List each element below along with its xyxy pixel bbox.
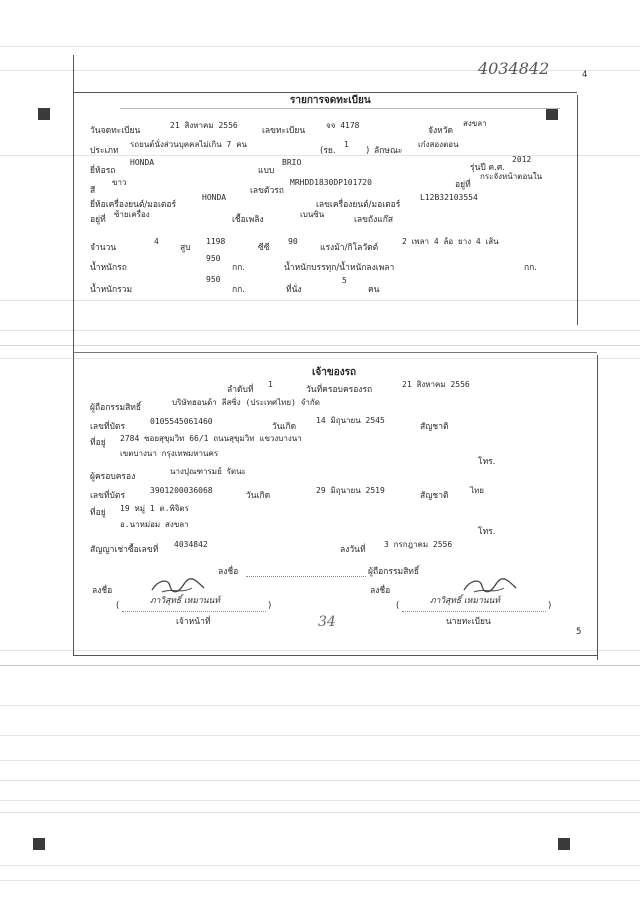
engine-loc-label: อยู่ที่ — [90, 215, 106, 225]
reg-date-label: วันจดทะเบียน — [90, 126, 141, 136]
right-paren-close: ) — [548, 601, 552, 611]
total-weight-unit: กก. — [232, 285, 245, 295]
holder-address-label: ที่อยู่ — [90, 508, 106, 518]
holder-tel-label: โทร. — [478, 527, 496, 537]
sign-line — [246, 576, 366, 577]
left-signature — [148, 576, 208, 598]
weight-unit: กก. — [232, 263, 245, 273]
owner-birth: 14 มิถุนายน 2545 — [316, 416, 385, 425]
seats-label: ที่นั่ง — [286, 285, 302, 295]
holder-nationality-label: สัญชาติ — [420, 491, 449, 501]
fuel-label: เชื้อเพลิง — [232, 215, 264, 225]
holder-address-line2: อ.นาหม่อม สงขลา — [120, 520, 189, 529]
handwritten-id: 4034842 — [478, 59, 550, 78]
engine-no-label: เลขเครื่องยนต์/มอเตอร์ — [316, 200, 401, 210]
province-value: สงขลา — [463, 119, 487, 128]
color-label: สี — [90, 186, 96, 196]
cylinders-unit: สูบ — [180, 243, 191, 253]
owner-address-line1: 2784 ซอยสุขุมวิท 66/1 ถนนสุขุมวิท แขวงบางนา — [120, 434, 302, 443]
load-label: น้ำหนักบรรทุก/น้ำหนักลงเพลา — [284, 263, 395, 273]
sign-label: ลงชื่อ — [218, 567, 239, 577]
engine-loc-value: ซ้ายเครื่อง — [114, 210, 150, 219]
owner-id: 0105545061460 — [150, 417, 213, 426]
left-sign-label: ลงชื่อ — [92, 586, 113, 596]
possess-date-value: 21 สิงหาคม 2556 — [402, 380, 470, 389]
gas-tank-label: เลขถังแก๊ส — [354, 215, 394, 225]
cc-value: 1198 — [206, 237, 226, 246]
type-code-open: (รย. — [320, 146, 336, 156]
right-name-line — [402, 611, 546, 612]
holder-name: นางปุณฑารมย์ รัตนะ — [170, 467, 246, 476]
brand-value: HONDA — [130, 158, 155, 167]
reg-no-value: จจ 4178 — [326, 121, 360, 130]
right-signature — [460, 576, 520, 598]
model-label: แบบ — [258, 166, 275, 176]
vin-loc-value: กระจังหน้าตอนใน — [480, 172, 543, 181]
holder-id-label: เลขที่บัตร — [90, 491, 126, 501]
owner-address-line2: เขตบางนา กรุงเทพมหานคร — [120, 449, 219, 458]
right-paren-open: ( — [396, 601, 400, 611]
type-code-value: 1 — [344, 140, 349, 149]
owner-address-label: ที่อยู่ — [90, 438, 106, 448]
page-number-top: 4 — [582, 70, 588, 80]
form-left-border — [73, 55, 74, 655]
power-value: 90 — [288, 237, 298, 246]
handwritten-page: 34 — [318, 614, 336, 630]
owner-id-label: เลขที่บัตร — [90, 422, 126, 432]
form-right-border-lower — [597, 355, 598, 660]
weight-value: 950 — [206, 254, 221, 263]
province-label: จังหวัด — [428, 126, 454, 136]
registration-mark — [546, 108, 558, 120]
left-paren-close: ) — [268, 601, 272, 611]
holder-label: ผู้ครอบครอง — [90, 472, 136, 482]
holder-birth-label: วันเกิด — [246, 491, 271, 501]
fuel-value: เบนซิน — [300, 210, 325, 219]
vin-label: เลขตัวรถ — [250, 186, 284, 196]
total-weight-value: 950 — [206, 275, 221, 284]
holder-birth: 29 มิถุนายน 2519 — [316, 486, 385, 495]
reg-no-label: เลขทะเบียน — [262, 126, 306, 136]
type-value: รถยนต์นั่งส่วนบุคคลไม่เกิน 7 คน — [130, 140, 248, 149]
cylinders-value: 4 — [154, 237, 159, 246]
style-value: เก๋งสองตอน — [418, 140, 459, 149]
engine-brand-label: ยี่ห้อเครื่องยนต์/มอเตอร์ — [90, 200, 177, 210]
sign-owner-label: ผู้ถือกรรมสิทธิ์ — [368, 567, 420, 577]
brand-label: ยี่ห้อรถ — [90, 166, 116, 176]
power-label: แรงม้า/กิโลวัตต์ — [320, 243, 379, 253]
left-name-line — [122, 611, 266, 612]
type-code-close: ) — [366, 146, 370, 156]
vin-loc-label: อยู่ที่ — [455, 180, 471, 190]
registration-mark — [38, 108, 50, 120]
holder-address-line1: 19 หมู่ 1 ต.พิจิตร — [120, 504, 189, 513]
seq-value: 1 — [268, 380, 273, 389]
seats-value: 5 — [342, 276, 347, 285]
model-value: BRIO — [282, 158, 302, 167]
right-sign-label: ลงชื่อ — [370, 586, 391, 596]
right-role: นายทะเบียน — [446, 617, 491, 627]
registration-mark — [558, 838, 570, 850]
load-unit: กก. — [524, 263, 537, 273]
registration-mark — [33, 838, 45, 850]
contract-date: 3 กรกฎาคม 2556 — [384, 540, 453, 549]
seats-unit: คน — [368, 285, 380, 295]
owner-name: บริษัทฮอนด้า ลีสซิ่ง (ประเทศไทย) จำกัด — [172, 398, 320, 407]
section-divider — [73, 352, 597, 353]
style-label: ลักษณะ — [374, 146, 403, 156]
cylinders-label: จำนวน — [90, 243, 117, 253]
left-role: เจ้าหน้าที่ — [176, 617, 211, 627]
left-paren-open: ( — [116, 601, 120, 611]
type-label: ประเภท — [90, 146, 119, 156]
vin-value: MRHDD1830DP101720 — [290, 178, 372, 187]
owner-label: ผู้ถือกรรมสิทธิ์ — [90, 403, 142, 413]
contract-date-label: ลงวันที่ — [340, 545, 366, 555]
contract-value: 4034842 — [174, 540, 208, 549]
reg-date-value: 21 สิงหาคม 2556 — [170, 121, 238, 130]
owner-nationality-label: สัญชาติ — [420, 422, 449, 432]
owner-birth-label: วันเกิด — [272, 422, 297, 432]
holder-id: 3901200036068 — [150, 486, 213, 495]
registration-title: รายการจดทะเบียน — [290, 95, 371, 106]
owner-title: เจ้าของรถ — [312, 367, 357, 378]
model-year-value: 2012 — [512, 155, 532, 164]
form-right-border — [577, 95, 578, 325]
weight-label: น้ำหนักรถ — [90, 263, 127, 273]
seq-label: ลำดับที่ — [227, 385, 254, 395]
engine-brand-value: HONDA — [202, 193, 227, 202]
contract-label: สัญญาเช่าซื้อเลขที่ — [90, 545, 159, 555]
left-signer-name: ภาวิสุทธิ์ เหมานนท์ — [150, 596, 220, 606]
model-year-label: รุ่นปี ค.ศ. — [470, 163, 505, 173]
possess-date-label: วันที่ครอบครองรถ — [306, 385, 373, 395]
cc-label: ซีซี — [258, 243, 270, 253]
form-bottom-border — [73, 655, 597, 656]
color-value: ขาว — [112, 178, 127, 187]
title-underline — [120, 108, 560, 109]
axle-wheel-tire: 2 เพลา 4 ล้อ ยาง 4 เส้น — [402, 237, 499, 246]
holder-nationality: ไทย — [470, 486, 484, 495]
total-weight-label: น้ำหนักรวม — [90, 285, 133, 295]
owner-tel-label: โทร. — [478, 457, 496, 467]
right-signer-name: ภาวิสุทธิ์ เหมานนท์ — [430, 596, 500, 606]
page-number-side: 5 — [576, 627, 582, 637]
engine-no-value: L12B32103554 — [420, 193, 478, 202]
form-top-border — [73, 92, 577, 93]
